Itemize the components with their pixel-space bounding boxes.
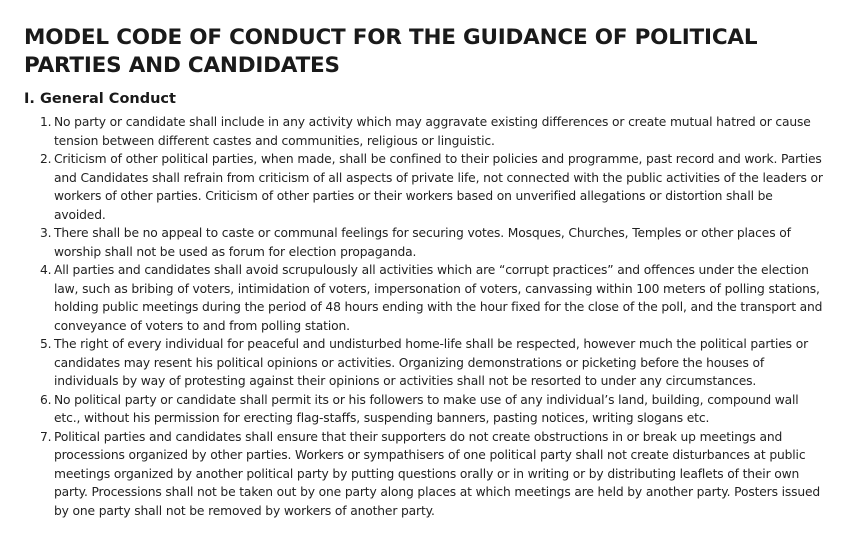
item-number: 1. [40, 115, 52, 129]
document-title: MODEL CODE OF CONDUCT FOR THE GUIDANCE OF POLITICAL PARTIES AND CANDIDATES [24, 25, 758, 78]
item-text: The right of every individual for peaceful and undisturbed home-life shall be respected, however much the political parties or candidates may resent his political opinions or activities. Organizing demonstrations or picketing before the houses of individuals by way of protesting against their opinions or activities shall not be resorted to under any circumstances. [54, 337, 808, 388]
item-number: 3. [40, 226, 52, 240]
list-item [24, 113, 826, 150]
item-text: No political party or candidate shall permit its or his followers to make use of any individual’s land, building, compound wall etc., without his permission for erecting flag-staffs, suspending banners, pasting notices, writing slogans etc. [54, 392, 799, 425]
list-item [24, 150, 826, 224]
item-number: 7. [40, 429, 52, 444]
section-heading: I. General Conduct [24, 91, 176, 107]
item-text: All parties and candidates shall avoid scrupulously all activities which are “corrupt practices” and offences under the election law, such as bribing of voters, intimidation of voters, impersonation of voters, canvassing within 100 meters of polling stations, holding public meetings during the period of 48 hours ending with the hour fixed for the close of the poll, and the transport and conveyance of voters to and from polling station. [54, 263, 823, 333]
item-text: No party or candidate shall include in any activity which may aggravate existing differences or create mutual hatred or cause tension between different castes and communities, religious or linguistic. [54, 115, 811, 148]
item-number: 6. [40, 392, 52, 407]
conduct-list [24, 113, 826, 520]
list-item [24, 224, 826, 261]
item-text: Criticism of other political parties, when made, shall be confined to their policies and programme, past record and work. Parties and Candidates shall refrain from criticism of all aspects of private life, not connected with the public activities of the leaders or workers of other parties. Criticism of other parties or their workers based on unverified allegations or distortion shall be avoided. [54, 152, 823, 222]
item-number: 2. [40, 152, 52, 166]
item-number: 5. [40, 337, 52, 351]
list-item [24, 261, 826, 335]
item-number: 4. [40, 263, 52, 277]
list-item [24, 428, 826, 521]
item-text: Political parties and candidates shall ensure that their supporters do not create obstructions in or break up meetings and processions organized by other parties. Workers or sympathisers of one political party shall not create disturbances at public meetings organized by another political party by putting questions orally or in writing or by distributing leaflets of their own party. Processions shall not be taken out by one party along places at which meetings are held by another party. Posters issued by one party shall not be removed by workers of another party. [54, 429, 821, 518]
item-text: There shall be no appeal to caste or communal feelings for securing votes. Mosques, Churches, Temples or other places of worship shall not be used as forum for election propaganda. [54, 226, 791, 259]
list-item [24, 335, 826, 391]
list-item [24, 391, 826, 428]
